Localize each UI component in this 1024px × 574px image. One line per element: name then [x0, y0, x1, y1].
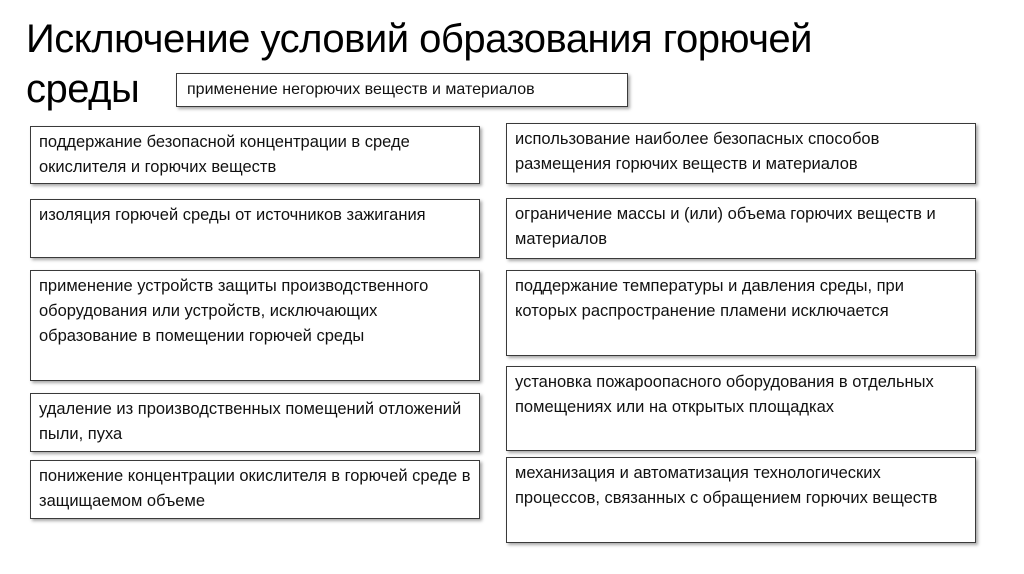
measure-box-right-1: использование наиболее безопасных способов размещения горючих веществ и материалов — [506, 123, 976, 184]
page-title: Исключение условий образования горючей среды — [26, 17, 813, 111]
measure-box-left-1: поддержание безопасной концентрации в среде окислителя и горючих веществ — [30, 126, 480, 184]
measure-box-left-4: удаление из производственных помещений отложений пыли, пуха — [30, 393, 480, 452]
measure-box-top: применение негорючих веществ и материалов — [176, 73, 628, 107]
measure-box-left-5: понижение концентрации окислителя в горючей среде в защищаемом объеме — [30, 460, 480, 519]
measure-box-left-3: применение устройств защиты производственного оборудования или устройств, исключающих образование в помещении горючей среды — [30, 270, 480, 381]
measure-box-right-2: ограничение массы и (или) объема горючих веществ и материалов — [506, 198, 976, 259]
measure-box-right-3: поддержание температуры и давления среды, при которых распространение пламени исключается — [506, 270, 976, 356]
measure-box-right-4: установка пожароопасного оборудования в отдельных помещениях или на открытых площадках — [506, 366, 976, 451]
measure-box-right-5: механизация и автоматизация технологических процессов, связанных с обращением горючих веществ — [506, 457, 976, 543]
measure-box-left-2: изоляция горючей среды от источников зажигания — [30, 199, 480, 258]
